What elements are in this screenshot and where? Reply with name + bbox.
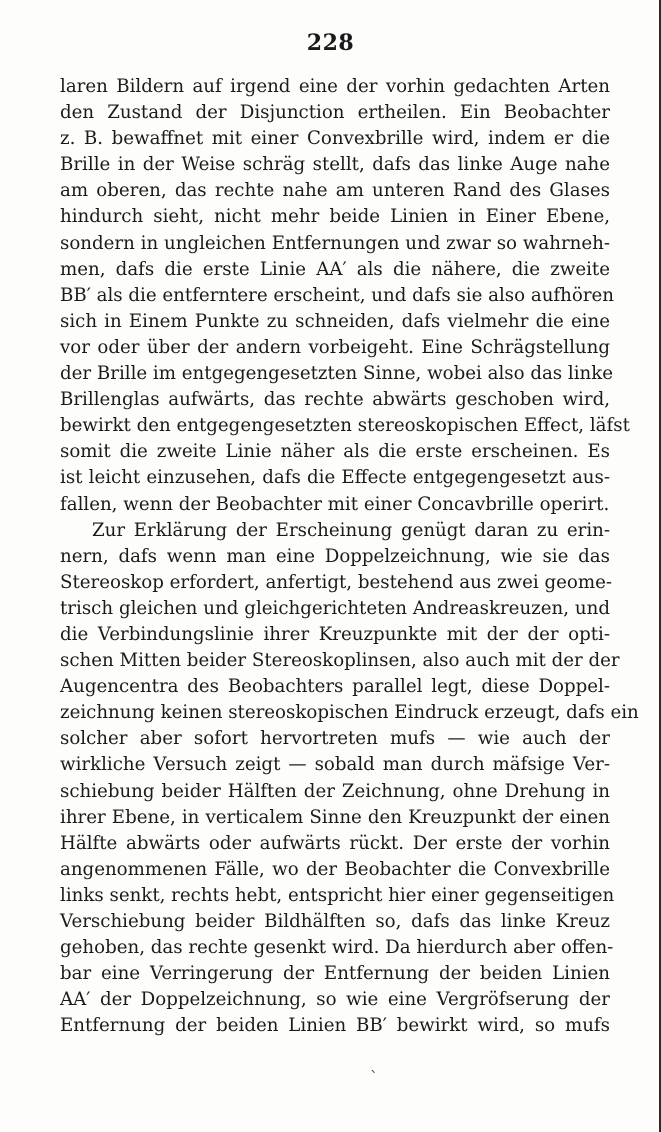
text-line: hindurch sieht, nicht mehr beide Linien in Einer Ebene, (60, 206, 610, 228)
text-line: somit die zweite Linie näher als die erste erscheinen. Es (60, 441, 610, 463)
body-text (60, 74, 639, 1039)
text-line: wirkliche Versuch zeigt — sobald man durch mäfsige Ver- (60, 754, 610, 776)
text-line: zeichnung keinen stereoskopischen Eindruck erzeugt, dafs ein (60, 702, 639, 724)
text-line: sich in Einem Punkte zu schneiden, dafs vielmehr die eine (60, 310, 610, 332)
text-line: BB′ als die entferntere erscheint, und dafs sie also aufhören (60, 284, 614, 306)
text-line: am oberen, das rechte nahe am unteren Rand des Glases (60, 180, 610, 202)
text-line: die Verbindungslinie ihrer Kreuzpunkte mit der der opti- (60, 623, 610, 645)
paragraph-start-line: Zur Erklärung der Erscheinung genügt daran zu erin- (92, 519, 610, 541)
text-line: den Zustand der Disjunction ertheilen. Ein Beobachter (60, 102, 610, 124)
text-line: angenommenen Fälle, wo der Beobachter die Convexbrille (60, 858, 610, 880)
text-line: links senkt, rechts hebt, entspricht hier einer gegenseitigen (60, 884, 615, 906)
text-line: AA′ der Doppelzeichnung, so wie eine Vergröfserung der (60, 989, 610, 1011)
text-line: Augencentra des Beobachters parallel legt, diese Doppel- (60, 676, 610, 698)
print-speck: ˋ (370, 1068, 378, 1087)
text-line: z. B. bewaffnet mit einer Convexbrille wird, indem er die (60, 128, 610, 150)
text-line: schiebung beider Hälften der Zeichnung, ohne Drehung in (60, 780, 610, 802)
text-line: laren Bildern auf irgend eine der vorhin gedachten Arten (60, 76, 610, 97)
text-line: Stereoskop erfordert, anfertigt, bestehend aus zwei geome- (60, 571, 612, 593)
text-line: schen Mitten beider Stereoskoplinsen, also auch mit der der (60, 650, 620, 672)
text-line: Verschiebung beider Bildhälften so, dafs das linke Kreuz (60, 911, 610, 932)
text-line: Brillenglas aufwärts, das rechte abwärts geschoben wird, (60, 389, 610, 411)
text-line: Brille in der Weise schräg stellt, dafs das linke Auge nahe (60, 154, 610, 176)
page-number: 228 (306, 30, 355, 56)
text-line: nern, dafs wenn man eine Doppelzeichnung, wie sie das (60, 545, 610, 567)
text-line: gehoben, das rechte gesenkt wird. Da hierdurch aber offen- (60, 937, 614, 959)
text-line: Hälfte abwärts oder aufwärts rückt. Der erste der vorhin (60, 832, 610, 854)
text-line: ihrer Ebene, in verticalem Sinne den Kreuzpunkt der einen (60, 806, 610, 828)
text-line: vor oder über der andern vorbeigeht. Eine Schrägstellung (60, 336, 610, 358)
text-line: sondern in ungleichen Entfernungen und zwar so wahrneh- (60, 232, 610, 254)
text-line: bar eine Verringerung der Entfernung der beiden Linien (60, 963, 610, 985)
text-line: solcher aber sofort hervortreten mufs — wie auch der (60, 728, 610, 750)
text-line: der Brille im entgegengesetzten Sinne, wobei also das linke (60, 363, 614, 385)
text-line: men, dafs die erste Linie AA′ als die nähere, die zweite (60, 258, 610, 280)
text-line: Entfernung der beiden Linien BB′ bewirkt wird, so mufs (60, 1015, 610, 1037)
text-line: trisch gleichen und gleichgerichteten Andreaskreuzen, und (60, 597, 610, 619)
text-line: fallen, wenn der Beobachter mit einer Concavbrille operirt. (60, 493, 610, 515)
text-line: ist leicht einzusehen, dafs die Effecte entgegengesetzt aus- (60, 467, 610, 489)
text-line: bewirkt den entgegengesetzten stereoskopischen Effect, läfst (60, 415, 630, 437)
